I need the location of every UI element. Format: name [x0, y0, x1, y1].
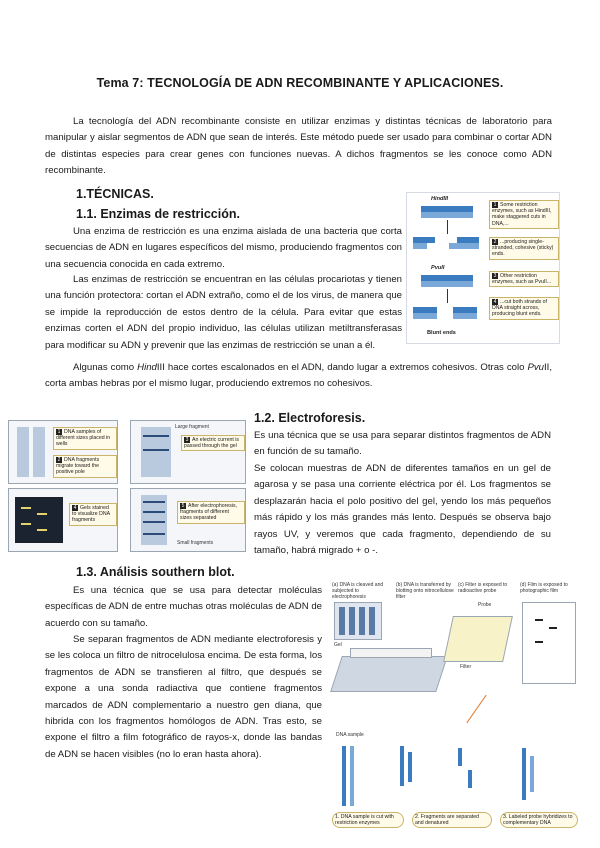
dna-strand-bottom-2	[421, 281, 473, 287]
dna-fragment	[400, 746, 404, 786]
blotting-stack	[330, 656, 448, 692]
dna-fragment	[458, 748, 462, 766]
arrow-down-icon	[447, 289, 448, 303]
dna-band	[143, 449, 169, 451]
electro-note-2: 2 DNA fragments migrate toward the positive pole	[53, 455, 117, 478]
pvuii-label: PvuII	[431, 265, 445, 271]
gel-lane	[17, 427, 29, 477]
dna-fragment	[468, 770, 472, 788]
dna-sample-label: DNA sample	[336, 732, 364, 738]
blunt-end-left-b	[413, 313, 437, 319]
dna-band	[143, 521, 165, 523]
subsection-heading-enzimas: 1.1. Enzimas de restricción.	[76, 207, 240, 221]
dna-vertical	[350, 746, 354, 806]
electro-note-3: 3 An electric current is passed through the gel	[181, 435, 245, 451]
restriction-note-3: 3 Other restriction enzymes, such as PvuII...	[489, 271, 559, 287]
southern-gel	[334, 602, 382, 640]
gel-lane	[349, 607, 355, 635]
connector-arrow-icon	[466, 695, 486, 723]
enzimas-paragraph-2: Las enzimas de restricción se encuentran en las células procariotas y tienen una función protectora: cortan el ADN extraño, como el de los virus, de manera que se impide la reproducción de estos dentro de la célula. Para evitar que estas enzimas corten el ADN del propio individuo, las células utilizan metiltransferasas para modificar su ADN y prevenir que las enzimas de restricción se unan a él.	[45, 274, 402, 351]
southern-caption-2: 2. Fragments are separated and denatured	[412, 812, 492, 828]
restriction-enzyme-figure	[406, 192, 560, 344]
restriction-note-4: 4 ...cut both strands of DNA straight across, producing blunt ends.	[489, 297, 559, 320]
hindiii-label: HindIII	[431, 196, 449, 202]
blunt-end-right-b	[453, 313, 477, 319]
film-band	[535, 641, 543, 643]
southern-step-b: (b) DNA is transferred by blotting onto nitrocellulose filter	[396, 582, 454, 600]
electrophoresis-figure	[6, 414, 248, 554]
southern-paragraph-2: Se separan fragmentos de ADN mediante electroforesis y se les coloca un filtro de nitrocelulosa encima. De esta forma, los fragmentos de ADN se transfieren al filtro, que después se expone a una sonda radiactiva que contiene fragmentos marcados de ADN complementario a nuestro gen diana, que hibrida con los fragmentos homólogos de ADN. Tras esto, se expone el filtro a film fotográfico de rayos-x, donde las bandas de ADN se hacen visibles (no lo eran hasta ahora).	[45, 634, 322, 760]
southern-caption-1: 1. DNA sample is cut with restriction enzymes	[332, 812, 404, 828]
dna-strand-bottom	[421, 212, 473, 218]
electroforesis-paragraph-1: Es una técnica que se usa para separar distintos fragmentos de ADN en función de su tamaño.	[254, 430, 551, 458]
probe-label: Probe	[478, 602, 492, 608]
dna-band	[143, 511, 165, 513]
electro-panel-1	[8, 420, 118, 484]
gel-lane	[369, 607, 375, 635]
page-title: Tema 7: TECNOLOGÍA DE ADN RECOMBINANTE Y APLICACIONES.	[96, 76, 504, 90]
subsection-heading-electroforesis: 1.2. Electroforesis.	[254, 411, 366, 425]
enzimas-paragraph-3: Algunas como HindIII hace cortes escalonados en el ADN, dando lugar a extremos cohesivos. Otras colo PvuII, corta ambas hebras por el mismo lugar, produciendo extremos no cohesivos.	[45, 362, 552, 390]
paper-towels	[350, 648, 432, 658]
subsection-heading-southern: 1.3. Análisis southern blot.	[76, 565, 235, 579]
section-heading-tecnicas: 1.TÉCNICAS.	[76, 187, 154, 201]
gel-lane	[359, 607, 365, 635]
large-fragment-label: Large fragment	[175, 424, 209, 430]
dna-band	[143, 501, 165, 503]
gel-band	[21, 523, 31, 525]
sticky-end-right-b	[449, 243, 479, 249]
dna-band	[143, 435, 169, 437]
southern-paragraph-1: Es una técnica que se usa para detectar moléculas específicas de ADN de entre muchas otras moléculas de ADN de acuerdo con su tamaño.	[45, 585, 322, 629]
southern-caption-3: 3. Labeled probe hybridizes to complementary DNA	[500, 812, 578, 828]
dna-fragment	[408, 752, 412, 782]
small-fragments-label: Small fragments	[177, 540, 214, 546]
southern-step-c: (c) Filter is exposed to radioactive probe	[458, 582, 508, 594]
gel-band	[37, 529, 47, 531]
sticky-end-left-b	[413, 243, 427, 249]
film-band	[535, 619, 543, 621]
gel-band	[21, 507, 31, 509]
dna-vertical	[342, 746, 346, 806]
southern-blot-figure	[328, 580, 578, 846]
gel-label: Gel	[334, 642, 342, 648]
electro-note-4: 4 Gels stained to visualize DNA fragments	[69, 503, 117, 526]
restriction-note-1: 1 Some restriction enzymes, such as HindIII, make staggered cuts in DNA,...	[489, 200, 559, 229]
blunt-ends-label: Blunt ends	[427, 330, 456, 336]
dna-fragment	[530, 756, 534, 792]
gel-band	[37, 513, 47, 515]
southern-step-d: (d) Film is exposed to photographic film	[520, 582, 568, 594]
electro-note-1: 1 DNA samples of different sizes placed in wells	[53, 427, 117, 450]
arrow-down-icon	[447, 220, 448, 234]
gel-lane	[339, 607, 345, 635]
film-band	[549, 627, 557, 629]
nitrocellulose-filter	[443, 616, 513, 662]
southern-step-a: (a) DNA is cleaved and subjected to electrophoresis	[332, 582, 384, 600]
stained-gel-image	[15, 497, 63, 543]
filter-label: Filter	[460, 664, 472, 670]
gel-lane	[33, 427, 45, 477]
electroforesis-paragraph-2: Se colocan muestras de ADN de diferentes tamaños en un gel de agarosa y se pasa una corriente eléctrica por él. Los fragmentos se desplazarán hacia el polo positivo del gel, yendo los más pequeños más rápido y los más grandes más lento. Después se observa bajo rayos UV, y veremos que cada fragmento, dependiendo de su tamaño, habrá migrado + o -.	[254, 463, 551, 557]
dna-band	[143, 533, 165, 535]
electro-panel-4	[130, 488, 246, 552]
electro-panel-3	[8, 488, 118, 552]
intro-paragraph: La tecnología del ADN recombinante consiste en utilizar enzimas y distintas técnicas de laboratorio para manipular y aislar segmentos de ADN que sean de interés. Este método puede ser usado para combinar o cortar ADN de distintas especies para crear genes con funciones nuevas. A dichos fragmentos se les conoce como ADN recombinante.	[45, 116, 552, 177]
enzimas-paragraph-1: Una enzima de restricción es una enzima aislada de una bacteria que corta secuencias de ADN en lugares específicos del mismo, produciendo fragmentos con una secuencia conocida en cada extremo.	[45, 226, 402, 270]
electro-panel-2	[130, 420, 246, 484]
electro-note-5: 5 After electrophoresis, fragments of different sizes separated	[177, 501, 245, 524]
dna-fragment	[522, 748, 526, 800]
xray-film	[522, 602, 576, 684]
restriction-note-2: 2 ...producing single-stranded, cohesive (sticky) ends.	[489, 237, 559, 260]
